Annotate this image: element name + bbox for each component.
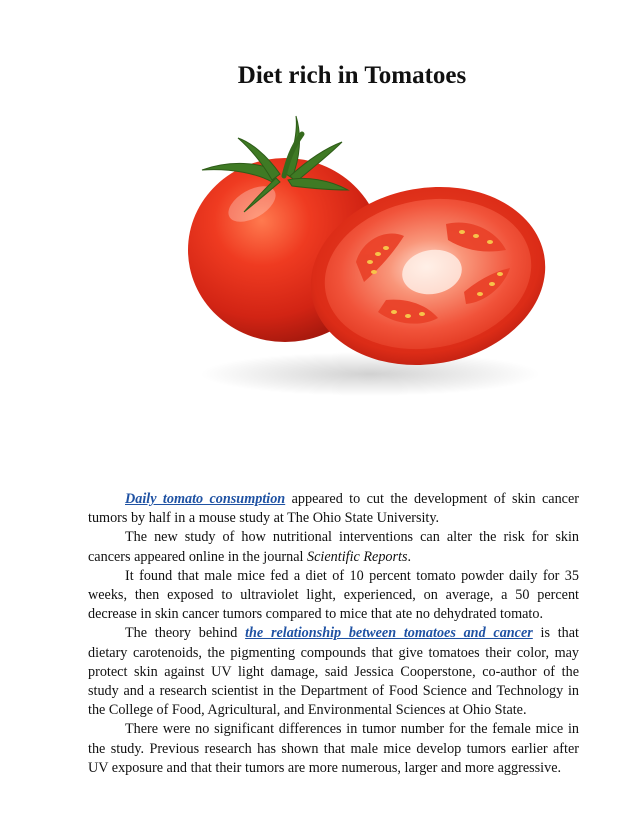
tomato-icon [180,112,550,432]
paragraph-4 [88,624,579,720]
daily-tomato-consumption-link[interactable]: Daily tomato consumption [125,491,286,507]
paragraph-2-text: The new study of how nutritional interventions can alter the risk for skin cancers appeared online in the journal [88,529,579,565]
paragraph-1 [88,490,579,528]
tomatoes-cancer-link[interactable]: the relationship between tomatoes and cancer [245,625,533,642]
page-title: Diet rich in Tomatoes [237,62,467,89]
paragraph-2-end: . [407,548,412,565]
article-body [88,490,579,778]
paragraph-5: There were no significant differences in tumor number for the female mice in the study. Previous research has shown that male mice develop tumors earlier after UV exposure and that their tumors are more numerous, larger and more aggressive. [88,721,579,776]
paragraph-1-text: appeared to cut the development of skin cancer tumors by half in a mouse study at The Ohio State University. [88,491,579,527]
journal-name: Scientific Reports [307,548,408,565]
paragraph-2 [88,528,579,566]
paragraph-4-after: is that dietary carotenoids, the pigmenting compounds that give tomatoes their color, may protect skin against UV light damage, said Jessica Cooperstone, co-author of the study and a research scientist in the Department of Food Science and Technology in the College of Food, Agricultural, and Environmental Sciences at Ohio State. [88,625,579,719]
paragraph-4-before: The theory behind [125,625,246,642]
paragraph-3: It found that male mice fed a diet of 10 percent tomato powder daily for 35 weeks, then exposed to ultraviolet light, experienced, on average, a 50 percent decrease in skin cancer tumors compared to mice that ate no dehydrated tomato. [88,567,579,623]
